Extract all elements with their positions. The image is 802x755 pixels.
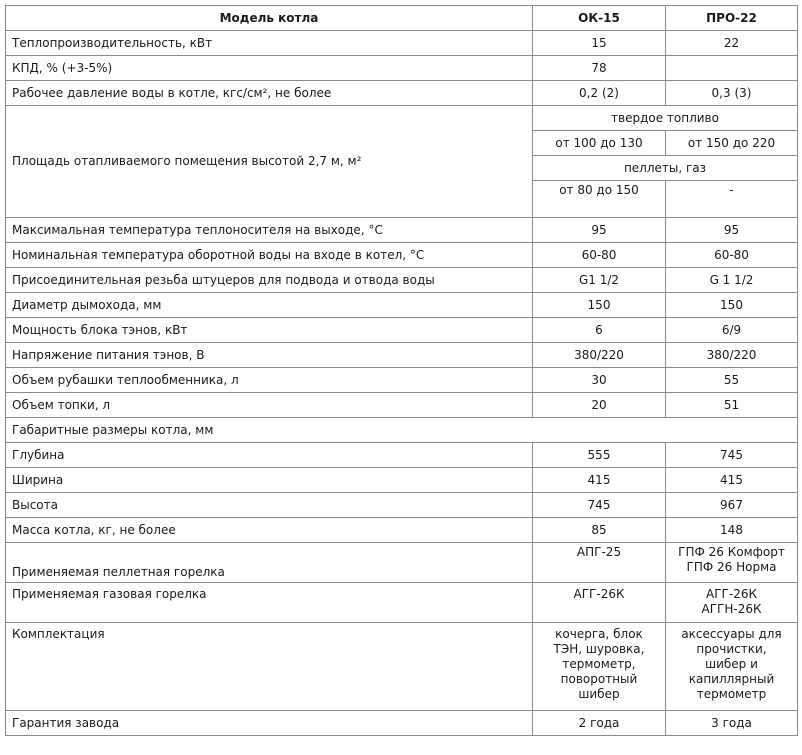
row-label: Напряжение питания тэнов, В — [6, 343, 533, 368]
value-pro22: 415 — [666, 468, 798, 493]
row-label: Теплопроизводительность, кВт — [6, 31, 533, 56]
value-pro22: 60-80 — [666, 243, 798, 268]
value-ok15: 150 — [533, 293, 666, 318]
value-pro22: 6/9 — [666, 318, 798, 343]
table-row — [6, 368, 798, 393]
table-row — [6, 343, 798, 368]
value-ok15: от 100 до 130 — [533, 131, 666, 156]
value-ok15: 415 — [533, 468, 666, 493]
value-pro22: от 150 до 220 — [666, 131, 798, 156]
value-pro22: 150 — [666, 293, 798, 318]
value-pro22: 148 — [666, 518, 798, 543]
value-ok15: G1 1/2 — [533, 268, 666, 293]
table-row — [6, 468, 798, 493]
row-label: Объем топки, л — [6, 393, 533, 418]
value-pro22: 55 — [666, 368, 798, 393]
row-label: Номинальная температура оборотной воды на входе в котел, °С — [6, 243, 533, 268]
value-ok15: кочерга, блок ТЭН, шуровка, термометр, поворотный шибер — [533, 623, 666, 711]
table-row — [6, 293, 798, 318]
table-row — [6, 243, 798, 268]
value-pro22: 3 года — [666, 711, 798, 736]
row-label: Присоединительная резьба штуцеров для подвода и отвода воды — [6, 268, 533, 293]
row-label: Масса котла, кг, не более — [6, 518, 533, 543]
table-row — [6, 318, 798, 343]
row-label: Глубина — [6, 443, 533, 468]
value-pro22: 745 — [666, 443, 798, 468]
value-pro22: ГПФ 26 Комфорт ГПФ 26 Норма — [666, 543, 798, 583]
value-pro22: 0,3 (3) — [666, 81, 798, 106]
value-ok15: 15 — [533, 31, 666, 56]
table-row — [6, 418, 798, 443]
value-ok15: АГГ-26К — [533, 583, 666, 623]
value-ok15: 6 — [533, 318, 666, 343]
value-ok15: 60-80 — [533, 243, 666, 268]
value-ok15: 2 года — [533, 711, 666, 736]
row-label: Гарантия завода — [6, 711, 533, 736]
header-ok15: ОК-15 — [533, 6, 666, 31]
value-pro22: 967 — [666, 493, 798, 518]
header-row — [6, 6, 798, 31]
table-row — [6, 443, 798, 468]
table-row — [6, 268, 798, 293]
header-pro22: ПРО-22 — [666, 6, 798, 31]
value-ok15: 0,2 (2) — [533, 81, 666, 106]
table-row — [6, 218, 798, 243]
value-pro22: аксессуары для прочистки, шибер и капиллярный термометр — [666, 623, 798, 711]
row-label: Применяемая пеллетная горелка — [6, 543, 533, 583]
value-ok15: 380/220 — [533, 343, 666, 368]
fuel-solid-label: твердое топливо — [533, 106, 798, 131]
value-ok15: 745 — [533, 493, 666, 518]
value-ok15: 78 — [533, 56, 666, 81]
table-row — [6, 393, 798, 418]
row-label: Рабочее давление воды в котле, кгс/см², не более — [6, 81, 533, 106]
value-ok15: 95 — [533, 218, 666, 243]
row-label: Объем рубашки теплообменника, л — [6, 368, 533, 393]
value-pro22: G 1 1/2 — [666, 268, 798, 293]
table-row — [6, 106, 798, 131]
table-row — [6, 31, 798, 56]
value-pro22: АГГ-26К АГГН-26К — [666, 583, 798, 623]
row-label: Высота — [6, 493, 533, 518]
table-row — [6, 81, 798, 106]
value-ok15: АПГ-25 — [533, 543, 666, 583]
table-row — [6, 518, 798, 543]
row-label-area: Площадь отапливаемого помещения высотой 2,7 м, м² — [6, 106, 533, 218]
row-label: Ширина — [6, 468, 533, 493]
value-pro22: 22 — [666, 31, 798, 56]
value-pro22: 380/220 — [666, 343, 798, 368]
value-ok15: 555 — [533, 443, 666, 468]
row-label: Комплектация — [6, 623, 533, 711]
row-label: КПД, % (+3-5%) — [6, 56, 533, 81]
section-dimensions: Габаритные размеры котла, мм — [6, 418, 798, 443]
table-row — [6, 56, 798, 81]
fuel-pellet-label: пеллеты, газ — [533, 156, 798, 181]
table-row — [6, 623, 798, 711]
value-pro22: - — [666, 181, 798, 218]
value-ok15: от 80 до 150 — [533, 181, 666, 218]
row-label: Максимальная температура теплоносителя на выходе, °С — [6, 218, 533, 243]
table-row — [6, 493, 798, 518]
row-label: Мощность блока тэнов, кВт — [6, 318, 533, 343]
row-label: Диаметр дымохода, мм — [6, 293, 533, 318]
boiler-spec-table — [5, 5, 798, 736]
row-label: Применяемая газовая горелка — [6, 583, 533, 623]
value-pro22 — [666, 56, 798, 81]
value-pro22: 51 — [666, 393, 798, 418]
value-ok15: 20 — [533, 393, 666, 418]
value-ok15: 85 — [533, 518, 666, 543]
value-ok15: 30 — [533, 368, 666, 393]
header-model: Модель котла — [6, 6, 533, 31]
table-row — [6, 711, 798, 736]
table-row — [6, 543, 798, 583]
value-pro22: 95 — [666, 218, 798, 243]
table-row — [6, 583, 798, 623]
